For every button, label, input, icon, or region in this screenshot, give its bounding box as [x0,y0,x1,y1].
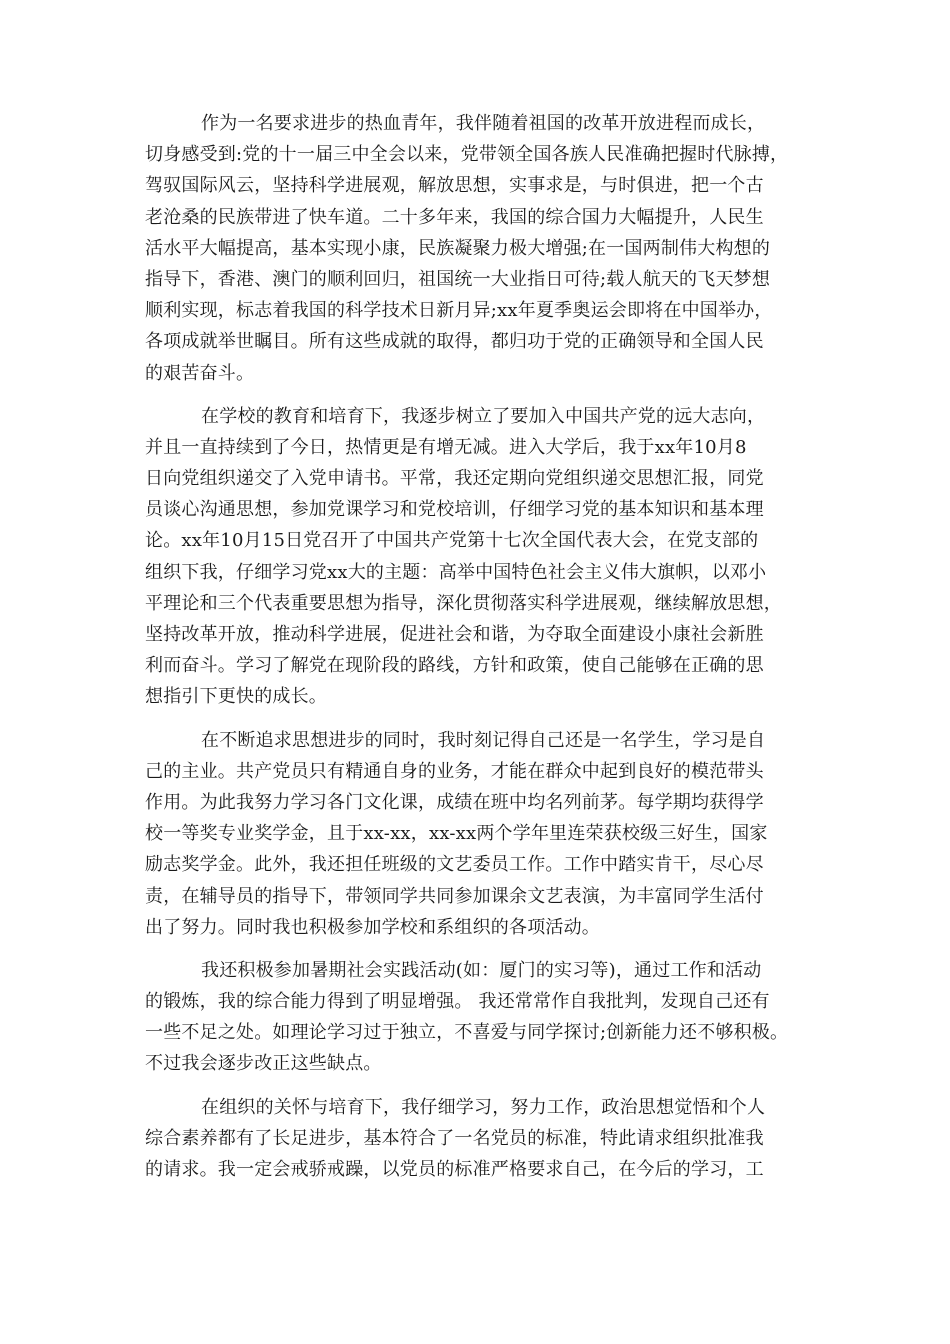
text-line: 综合素养都有了长足进步，基本符合了一名党员的标准，特此请求组织批准我 [145,1127,764,1149]
text-line: 组织下我，仔细学习党xx大的主题：高举中国特色社会主义伟大旗帜，以邓小 [145,561,767,583]
paragraph-3 [145,725,809,943]
text-line: 切身感受到:党的十一届三中全会以来，党带领全国各族人民准确把握时代脉搏， [145,144,789,166]
document-body [145,108,809,1185]
paragraph-gap [145,389,809,401]
text-line: 责，在辅导员的指导下，带领同学共同参加课余文艺表演，为丰富同学生活付 [145,885,764,907]
text-line: 在组织的关怀与培育下，我仔细学习，努力工作，政治思想觉悟和个人 [201,1096,766,1118]
text-line: 励志奖学金。此外，我还担任班级的文艺委员工作。工作中踏实肯干，尽心尽 [145,854,764,876]
text-line: 一些不足之处。如理论学习过于独立，不喜爱与同学探讨;创新能力还不够积极。 [145,1022,789,1044]
text-line: 作用。为此我努力学习各门文化课，成绩在班中均名列前茅。每学期均获得学 [145,791,764,813]
paragraph-gap [145,713,809,725]
text-line: 指导下，香港、澳门的顺利回归，祖国统一大业指日可待;载人航天的飞天梦想 [145,268,771,290]
text-line: 的艰苦奋斗。 [145,362,255,384]
text-line: 平理论和三个代表重要思想为指导，深化贯彻落实科学进展观，继续解放思想， [145,592,782,614]
text-line: 论。xx年10月15日党召开了中国共产党第十七次全国代表大会，在党支部的 [145,530,759,552]
text-line: 的请求。我一定会戒骄戒躁，以党员的标准严格要求自己，在今后的学习，工 [145,1159,764,1180]
text-line: 老沧桑的民族带进了快车道。二十多年来，我国的综合国力大幅提升，人民生 [145,206,764,228]
paragraph-4 [145,955,809,1080]
paragraph-5 [145,1092,809,1186]
paragraph-2 [145,401,809,713]
text-line: 在不断追求思想进步的同时，我时刻记得自己还是一名学生，学习是自 [201,729,766,751]
text-line: 不过我会逐步改正这些缺点。 [145,1053,382,1075]
text-line: 并且一直持续到了今日，热情更是有增无减。进入大学后，我于xx年10月8 [145,436,747,458]
text-line: 想指引下更快的成长。 [145,686,327,708]
text-line: 出了努力。同时我也积极参加学校和系组织的各项活动。 [145,916,600,938]
text-line: 作为一名要求进步的热血青年，我伴随着祖国的改革开放进程而成长， [201,113,766,134]
text-line: 活水平大幅提高，基本实现小康，民族凝聚力极大增强;在一国两制伟大构想的 [145,237,771,259]
paragraph-gap [145,1080,809,1092]
paragraph-gap [145,943,809,955]
text-line: 利而奋斗。学习了解党在现阶段的路线，方针和政策，使自己能够在正确的思 [145,655,764,677]
text-line: 己的主业。共产党员只有精通自身的业务，才能在群众中起到良好的模范带头 [145,760,764,782]
text-line: 员谈心沟通思想，参加党课学习和党校培训，仔细学习党的基本知识和基本理 [145,499,764,521]
text-line: 顺利实现，标志着我国的科学技术日新月异;xx年夏季奥运会即将在中国举办， [145,300,773,322]
text-line: 驾驭国际风云，坚持科学进展观，解放思想，实事求是，与时俱进，把一个古 [145,175,764,197]
text-line: 日向党组织递交了入党申请书。平常，我还定期向党组织递交思想汇报，同党 [145,468,764,490]
text-line: 各项成就举世瞩目。所有这些成就的取得，都归功于党的正确领导和全国人民 [145,331,764,353]
text-line: 在学校的教育和培育下，我逐步树立了要加入中国共产党的远大志向， [201,405,766,427]
paragraph-1 [145,108,809,389]
text-line: 的锻炼，我的综合能力得到了明显增强。 我还常常作自我批判，发现自己还有 [145,991,770,1013]
text-line: 坚持改革开放，推动科学进展，促进社会和谐，为夺取全面建设小康社会新胜 [145,624,764,645]
text-line: 我还积极参加暑期社会实践活动(如：厦门的实习等)，通过工作和活动 [201,959,762,981]
text-line: 校一等奖专业奖学金，且于xx-xx，xx-xx两个学年里连荣获校级三好生，国家 [145,823,768,845]
